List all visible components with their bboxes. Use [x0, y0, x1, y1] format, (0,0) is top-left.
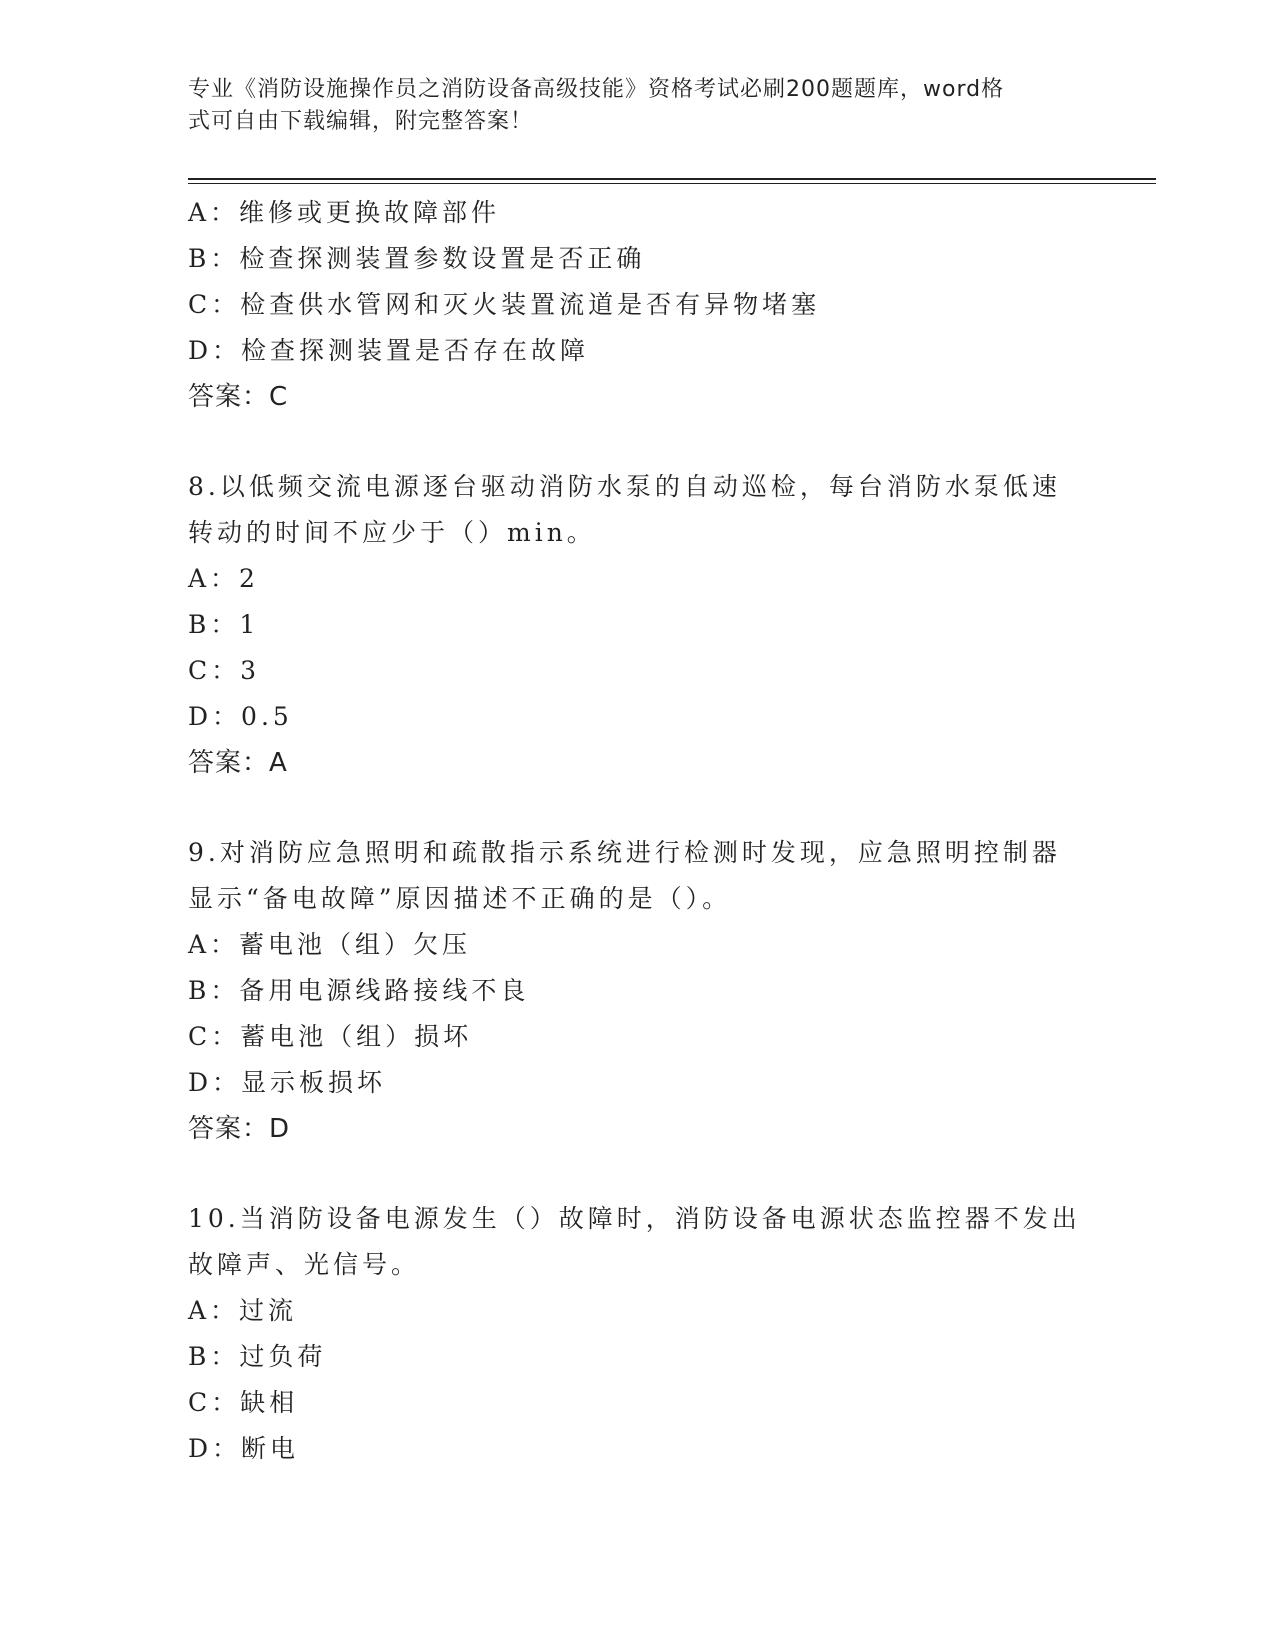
question-stem-line: 9.对消防应急照明和疏散指示系统进行检测时发现，应急照明控制器	[188, 838, 1061, 867]
option-c: C：3	[188, 656, 261, 685]
question-stem-line: 故障声、光信号。	[188, 1250, 421, 1279]
header-divider-thin	[188, 183, 1156, 184]
option-c: C：蓄电池（组）损坏	[188, 1022, 473, 1051]
option-c: C：缺相	[188, 1388, 299, 1417]
option-b: B：1	[188, 610, 260, 639]
option-b: B：过负荷	[188, 1342, 327, 1371]
option-d: D：断电	[188, 1434, 300, 1463]
question-stem-line: 8.以低频交流电源逐台驱动消防水泵的自动巡检，每台消防水泵低速	[188, 472, 1061, 501]
question-block	[188, 830, 1088, 1152]
option-b: B：备用电源线路接线不良	[188, 976, 530, 1005]
answer-line: 答案：A	[188, 748, 288, 778]
question-stem-line: 显示“备电故障”原因描述不正确的是（）。	[188, 884, 732, 913]
header-line-2: 式可自由下载编辑，附完整答案！	[188, 109, 534, 134]
question-stem-line: 10.当消防设备电源发生（）故障时，消防设备电源状态监控器不发出	[188, 1204, 1081, 1233]
spacer	[188, 786, 1088, 830]
answer-line: 答案：C	[188, 382, 289, 412]
question-block	[188, 464, 1088, 786]
option-a: A：2	[188, 564, 259, 593]
spacer	[188, 1152, 1088, 1196]
document-header	[188, 74, 1068, 138]
option-a: A：蓄电池（组）欠压	[188, 930, 472, 959]
answer-line: 答案：D	[188, 1114, 291, 1144]
option-d: D：检查探测装置是否存在故障	[188, 336, 590, 365]
option-d: D：0.5	[188, 702, 293, 731]
header-line-1: 专业《消防设施操作员之消防设备高级技能》资格考试必刷200题题库，word格	[188, 77, 1005, 102]
option-b: B：检查探测装置参数设置是否正确	[188, 244, 646, 273]
question-block	[188, 190, 1088, 420]
option-a: A：维修或更换故障部件	[188, 198, 501, 227]
option-a: A：过流	[188, 1296, 298, 1325]
spacer	[188, 420, 1088, 464]
question-stem-line: 转动的时间不应少于（）min。	[188, 518, 596, 547]
header-divider-thick	[188, 178, 1156, 180]
option-d: D：显示板损坏	[188, 1068, 387, 1097]
question-list	[188, 190, 1088, 1472]
question-block	[188, 1196, 1088, 1472]
option-c: C：检查供水管网和灭火装置流道是否有异物堵塞	[188, 290, 821, 319]
